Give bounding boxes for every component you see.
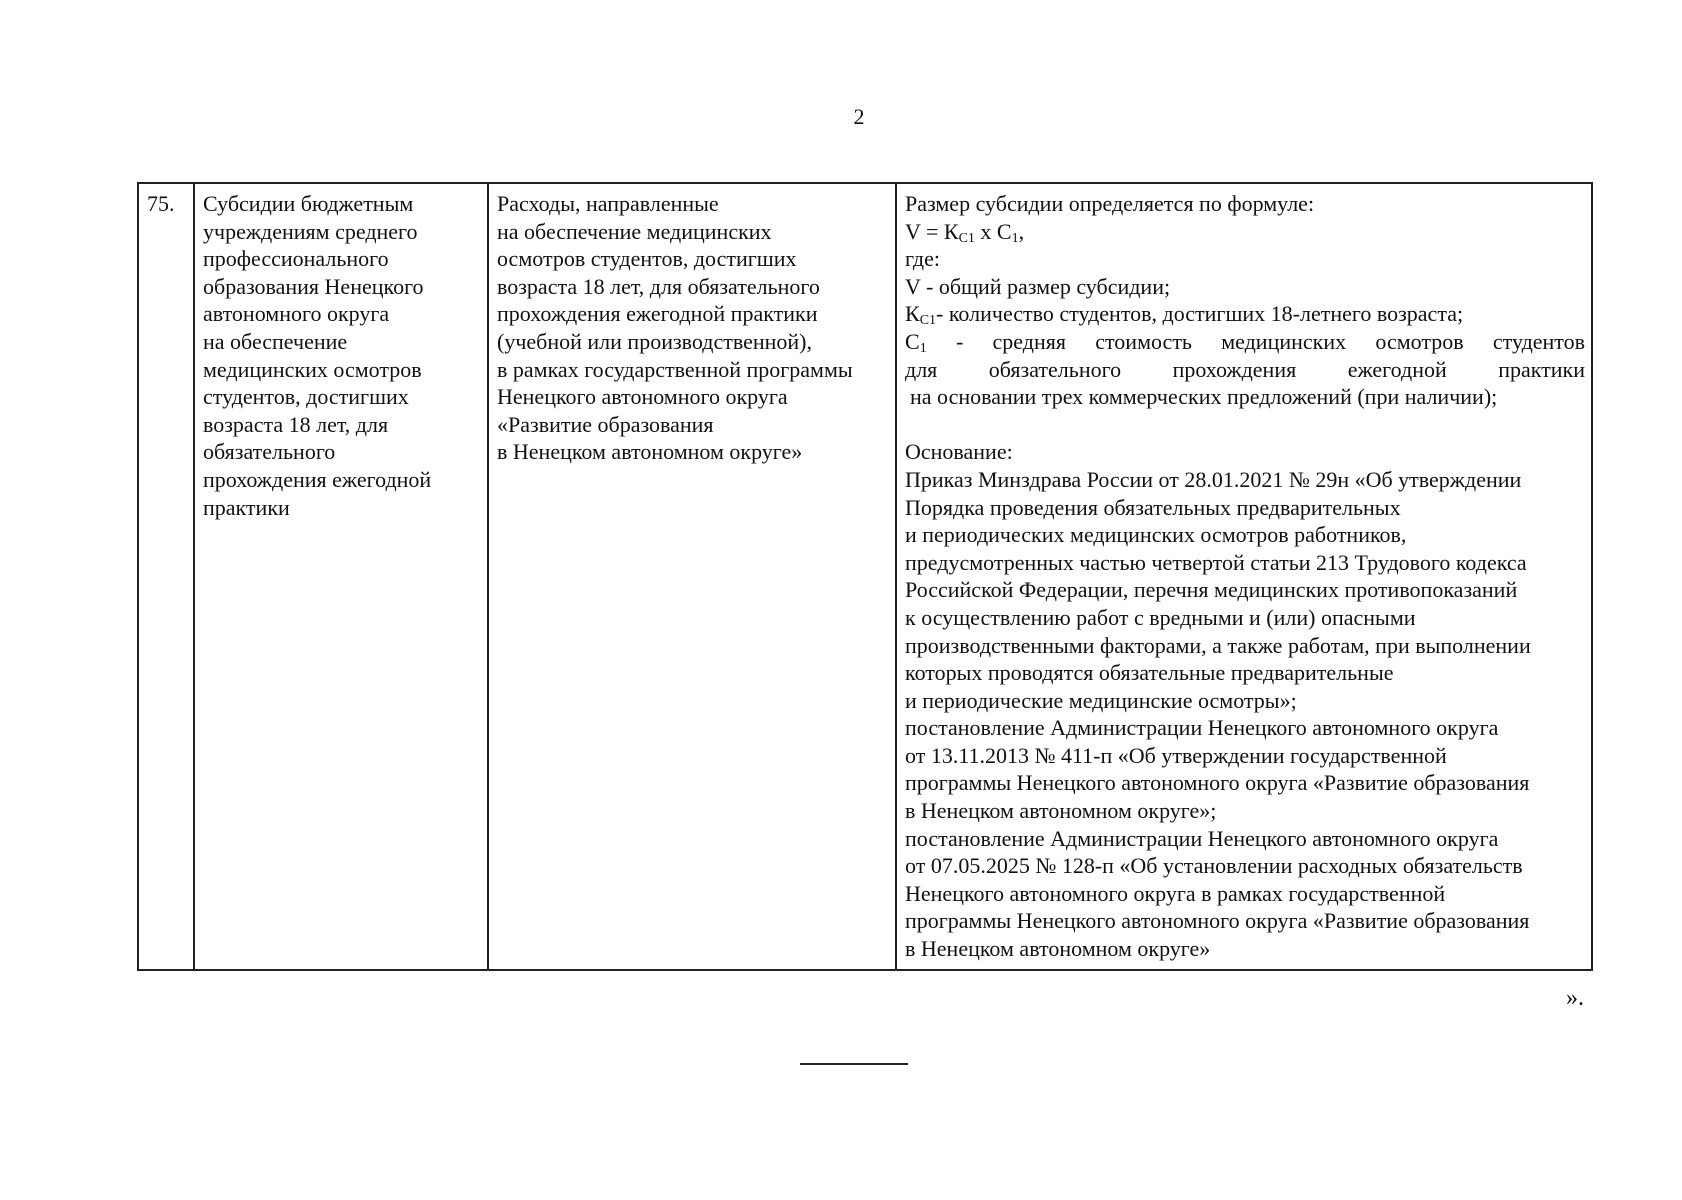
table-row (138, 183, 1592, 970)
name-line: возраста 18 лет, для (203, 411, 389, 437)
c-definition-line: для обязательного прохождения ежегодной практики (905, 356, 1586, 382)
basis-line: Российской Федерации, перечня медицинских противопоказаний (905, 577, 1518, 603)
basis-line: Приказ Минздрава России от 28.01.2021 № 29н «Об утверждении (905, 466, 1522, 492)
basis-line: производственными факторами, а также работам, при выполнении (905, 632, 1531, 658)
expense-line: прохождения ежегодной практики (497, 301, 818, 327)
name-line: практики (203, 494, 290, 520)
basis-line: в Ненецком автономном округе» (905, 936, 1211, 962)
name-line: прохождения ежегодной (203, 466, 432, 492)
basis-line: предусмотренных частью четвертой статьи 213 Трудового кодекса (905, 549, 1527, 575)
basis-line: Ненецкого автономного округа в рамках государственной (905, 880, 1446, 906)
name-line: учреждениям среднего (203, 218, 418, 244)
expense-line: «Развитие образования (497, 411, 714, 437)
expense-line: Расходы, направленные (497, 191, 719, 216)
basis-line: к осуществлению работ с вредными и (или) опасными (905, 604, 1416, 630)
name-line: автономного округа (203, 301, 390, 327)
expense-line: возраста 18 лет, для обязательного (497, 273, 820, 299)
name-line: на обеспечение (203, 328, 348, 354)
basis-line: и периодические медицинские осмотры»; (905, 687, 1297, 713)
basis-line: Порядка проведения обязательных предварительных (905, 494, 1401, 520)
expense-line: в Ненецком автономном округе» (497, 439, 803, 465)
expense-line: осмотров студентов, достигших (497, 246, 797, 272)
name-line: обязательного (203, 439, 336, 465)
basis-line: программы Ненецкого автономного округа «Развитие образования (905, 908, 1530, 934)
row-number-cell (138, 183, 194, 970)
expense-name-cell (194, 183, 488, 970)
row-number: 75. (147, 191, 175, 216)
basis-line: которых проводятся обязательные предварительные (905, 660, 1394, 686)
c-definition-line: $С_1$ - средняя стоимость медицинских осмотров студентов (905, 328, 1586, 356)
calculation-cell (896, 183, 1592, 970)
closing-quote: ». (1566, 985, 1584, 1011)
basis-line: программы Ненецкого автономного округа «Развитие образования (905, 770, 1530, 796)
expense-line: в рамках государственной программы (497, 356, 853, 382)
basis-line: постановление Администрации Ненецкого автономного округа (905, 715, 1499, 741)
formula: $V = К_{С1}$ х $С_1$, (905, 218, 1025, 246)
where-label: где: (905, 246, 940, 272)
basis-line: и периодических медицинских осмотров работников, (905, 522, 1407, 548)
c-definition-line: на основании трех коммерческих предложений (при наличии); (910, 384, 1498, 410)
name-line: профессионального (203, 246, 389, 272)
name-line: образования Ненецкого (203, 273, 424, 299)
basis-line: от 13.11.2013 № 411-п «Об утверждении государственной (905, 742, 1447, 768)
formula-intro: Размер субсидии определяется по формуле: (905, 191, 1315, 216)
basis-line: от 07.05.2025 № 128-п «Об установлении расходных обязательств (905, 853, 1523, 879)
end-rule (800, 1063, 908, 1065)
name-line: медицинских осмотров (203, 356, 422, 382)
expense-table (137, 182, 1593, 971)
k-definition: $К_{С1}-$ количество студентов, достигших 18-летнего возраста; (905, 301, 1464, 329)
expense-line: на обеспечение медицинских (497, 218, 772, 244)
v-definition: V - общий размер субсидии; (905, 273, 1171, 299)
name-line: Субсидии бюджетным (203, 191, 414, 216)
expense-line: (учебной или производственной), (497, 328, 813, 354)
basis-line: в Ненецком автономном округе»; (905, 798, 1217, 824)
basis-line: постановление Администрации Ненецкого автономного округа (905, 825, 1499, 851)
expense-line: Ненецкого автономного округа (497, 384, 788, 410)
page-number: 2 (853, 104, 865, 129)
name-line: студентов, достигших (203, 384, 409, 410)
basis-label: Основание: (905, 439, 1013, 465)
expense-description-cell (488, 183, 896, 970)
